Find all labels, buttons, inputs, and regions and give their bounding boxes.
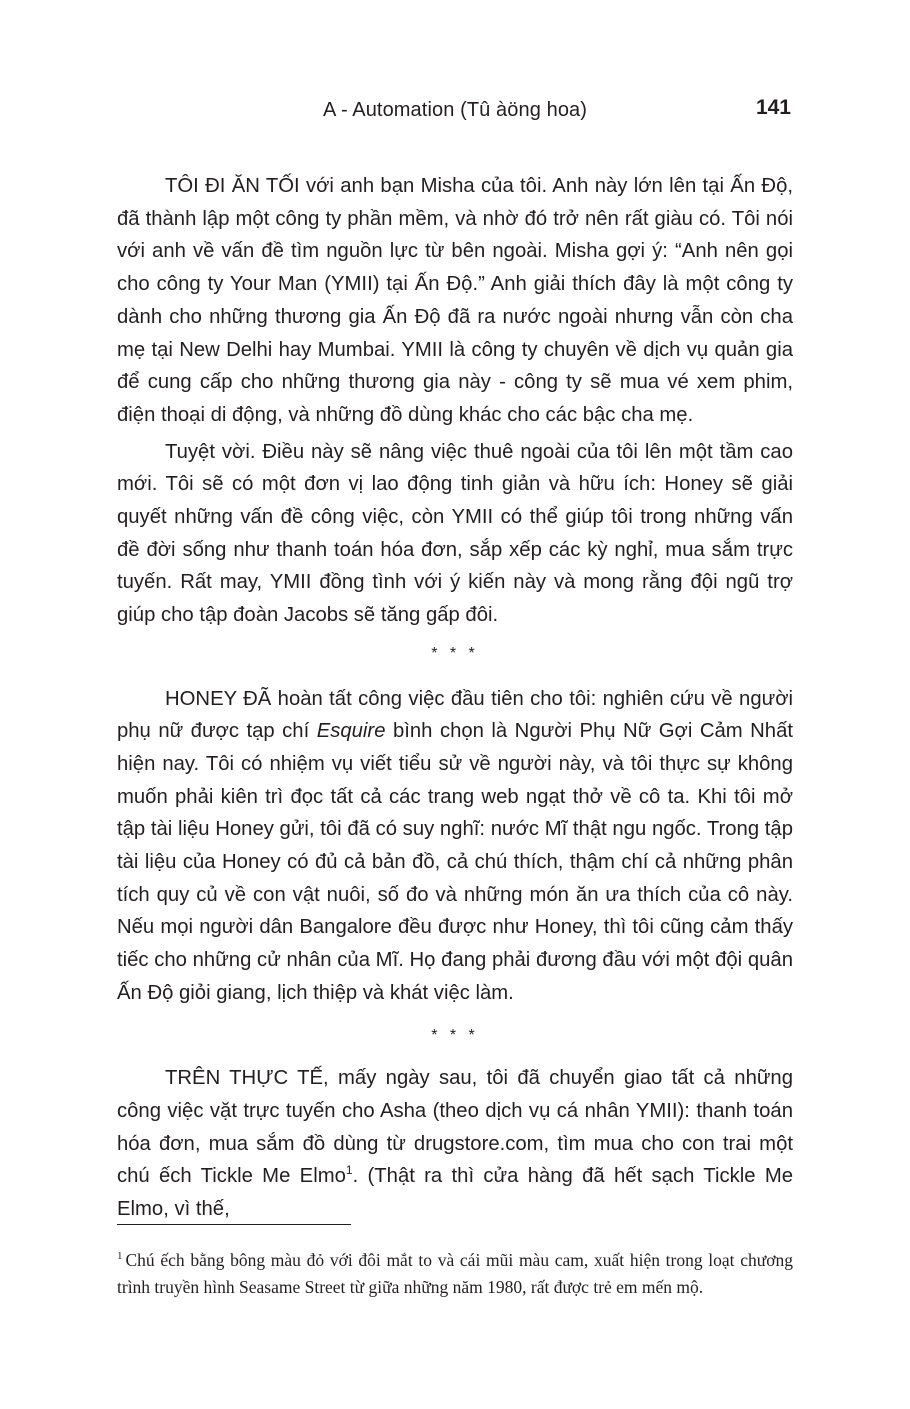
paragraph-4 [117,1062,793,1226]
page-number: 141 [755,96,791,119]
footnote-text: Chú ếch bằng bông màu đỏ với đôi mắt to và cái mũi màu cam, xuất hiện trong loạt chương trình truyền hình Seasame Street từ giữa những năm 1980, rất được trẻ em mến mộ. [117,1250,793,1297]
magazine-title: Esquire [316,720,386,743]
footnote-divider [117,1224,351,1225]
body-text [117,170,793,1226]
section-separator-2: * * * [431,1026,479,1044]
paragraph-1: TÔI ĐI ĂN TỐI với anh bạn Misha của tôi. Anh này lớn lên tại Ấn Độ, đã thành lập một công ty phần mềm, và nhờ đó trở nên rất giàu có. Tôi nói với anh về vấn đề tìm nguồn lực từ bên ngoài. Misha gợi ý: “Anh nên gọi cho công ty Your Man (YMII) tại Ấn Độ.” Anh giải thích đây là một công ty dành cho những thương gia Ấn Độ đã ra nước ngoài nhưng vẫn còn cha mẹ tại New Delhi hay Mumbai. YMII là công ty chuyên về dịch vụ quản gia để cung cấp cho những thương gia này - công ty sẽ mua vé xem phim, điện thoại di động, và những đồ dùng khác cho các bậc cha mẹ. [117,175,793,426]
footnote-reference: 1 [345,1163,353,1178]
paragraph-4-text-b: . (Thật ra thì cửa hàng đã hết sạch Tickle Me Elmo, vì thế, [117,1165,793,1221]
paragraph-3 [117,683,793,1010]
paragraph-3-text-b: bình chọn là Người Phụ Nữ Gợi Cảm Nhất hiện nay. Tôi có nhiệm vụ viết tiểu sử về người này, và tôi thực sự không muốn phải kiên trì đọc tất cả các trang web ngạt thở về cô ta. Khi tôi mở tập tài liệu Honey gửi, tôi đã có suy nghĩ: nước Mĩ thật ngu ngốc. Trong tập tài liệu của Honey có đủ cả bản đồ, cả chú thích, thậm chí cả những phân tích quy củ về con vật nuôi, số đo và những món ăn ưa thích của cô này. Nếu mọi người dân Bangalore đều được như Honey, thì tôi cũng cảm thấy tiếc cho những cử nhân của Mĩ. Họ đang phải đương đầu với một đội quân Ấn Độ giỏi giang, lịch thiệp và khát việc làm. [117,720,793,1004]
section-separator-1: * * * [431,644,479,662]
footnote [117,1247,793,1300]
page-header [117,96,793,126]
paragraph-2: Tuyệt vời. Điều này sẽ nâng việc thuê ngoài của tôi lên một tầm cao mới. Tôi sẽ có một đơn vị lao động tinh giản và hữu ích: Honey sẽ giải quyết những vấn đề công việc, còn YMII có thể giúp tôi trong những vấn đề đời sống như thanh toán hóa đơn, sắp xếp các kỳ nghỉ, mua sắm trực tuyến. Rất may, YMII đồng tình với ý kiến này và mong rằng đội ngũ trợ giúp cho tập đoàn Jacobs sẽ tăng gấp đôi. [117,440,793,627]
footnote-mark: 1 [117,1250,123,1263]
paragraph-3-text-a: HONEY ĐÃ hoàn tất công việc đầu tiên cho tôi: nghiên cứu về người phụ nữ được tạp chí [117,687,793,743]
running-title: A - Automation (Tû àöng hoa) [322,99,588,121]
paragraph-4-text-a: TRÊN THỰC TẾ, mấy ngày sau, tôi đã chuyển giao tất cả những công việc vặt trực tuyến cho Asha (theo dịch vụ cá nhân YMII): thanh toán hóa đơn, mua sắm đồ dùng từ drugstore.com, tìm mua cho con trai một chú ếch Tickle Me Elmo [117,1067,793,1188]
